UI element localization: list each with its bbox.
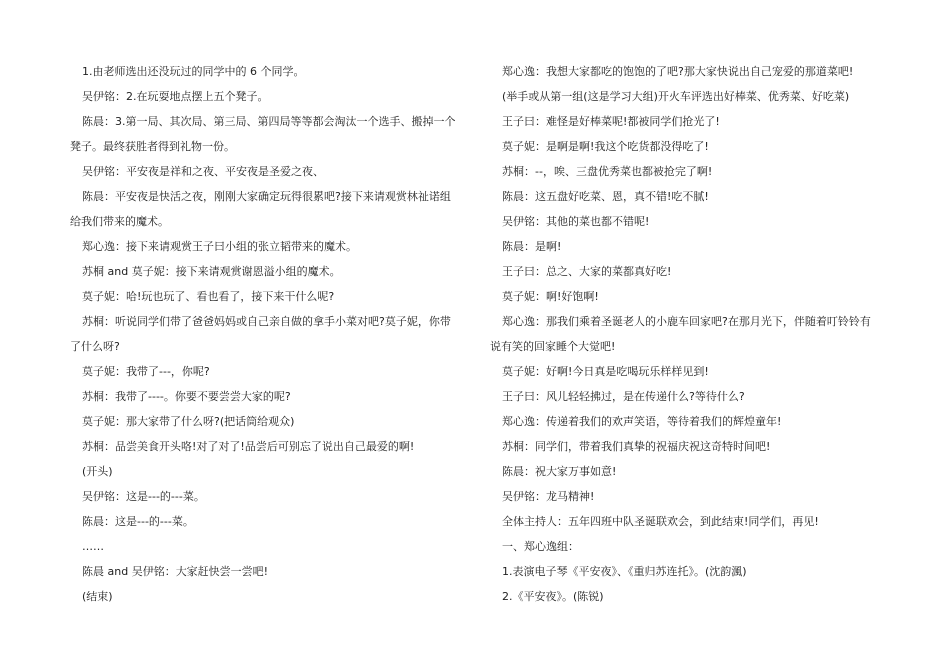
- text-line: 吴伊铭：2.在玩耍地点摆上五个凳子。: [82, 90, 269, 103]
- text-line: 全体主持人：五年四班中队圣诞联欢会，到此结束!同学们，再见!: [502, 515, 819, 528]
- text-line: 陈晨：平安夜是快活之夜，刚刚大家确定玩得很累吧?接下来请观赏林祉诺组: [82, 190, 451, 203]
- text-line: 陈晨：3.第一局、其次局、第三局、第四局等等都会淘汰一个选手、搬掉一个: [82, 115, 455, 128]
- text-line: 苏桐：品尝美食开头咯!对了对了!品尝后可别忘了说出自己最爱的啊!: [82, 440, 415, 453]
- text-line: 王子曰：风儿轻轻拂过，是在传递什么?等待什么?: [502, 390, 745, 403]
- text-line: 陈晨 and 吴伊铭：大家赶快尝一尝吧!: [82, 565, 269, 578]
- text-line: 了什么呀?: [70, 340, 120, 353]
- text-line: 郑心逸：我想大家都吃的饱饱的了吧?那大家快说出自己宠爱的那道菜吧!: [502, 65, 854, 78]
- text-line: 陈晨：是啊!: [502, 240, 562, 253]
- text-line: 吴伊铭：龙马精神!: [502, 490, 595, 503]
- text-line: 苏桐：--，唉、三盘优秀菜也都被抢完了啊!: [502, 165, 713, 178]
- text-line: 苏桐：我带了----。你要不要尝尝大家的呢?: [82, 390, 291, 403]
- text-line: (结束): [82, 590, 113, 603]
- text-line: 莫子妮：我带了---，你呢?: [82, 365, 210, 378]
- text-line: 说有笑的回家睡个大觉吧!: [490, 340, 616, 353]
- text-line: 吴伊铭：其他的菜也都不错呢!: [502, 215, 650, 228]
- text-line: 陈晨：这是---的---菜。: [82, 515, 194, 528]
- text-line: 苏桐：听说同学们带了爸爸妈妈或自己亲自做的拿手小菜对吧?莫子妮，你带: [82, 315, 451, 328]
- text-line: 王子曰：难怪是好棒菜呢!都被同学们抢光了!: [502, 115, 720, 128]
- text-line: (举手或从第一组(这是学习大组)开火车评选出好棒菜、优秀菜、好吃菜): [502, 90, 850, 103]
- text-line: 陈晨：这五盘好吃菜、恩，真不错!吃不腻!: [502, 190, 709, 203]
- text-line: ……: [82, 540, 104, 553]
- text-line: 苏桐：同学们，带着我们真挚的祝福庆祝这奇特时间吧!: [502, 440, 771, 453]
- text-line: 吴伊铭：平安夜是祥和之夜、平安夜是圣爱之夜、: [82, 165, 324, 178]
- text-line: 1.表演电子琴《平安夜》、《重归苏连托》。(沈韵渢): [502, 565, 747, 578]
- text-line: 郑心逸：传递着我们的欢声笑语，等待着我们的辉煌童年!: [502, 415, 782, 428]
- text-line: 吴伊铭：这是---的---菜。: [82, 490, 205, 503]
- text-line: 陈晨：祝大家万事如意!: [502, 465, 617, 478]
- text-line: (开头): [82, 465, 113, 478]
- right-column: [490, 59, 875, 609]
- text-line: 一、郑心逸组：: [502, 540, 579, 553]
- text-line: 莫子妮：好啊!今日真是吃喝玩乐样样见到!: [502, 365, 709, 378]
- text-line: 莫子妮：哈!玩也玩了、看也看了，接下来干什么呢?: [82, 290, 335, 303]
- text-line: 1.由老师选出还没玩过的同学中的 6 个同学。: [82, 65, 305, 78]
- text-line: 给我们带来的魔术。: [70, 215, 169, 228]
- text-line: 郑心逸：那我们乘着圣诞老人的小鹿车回家吧?在那月光下，伴随着叮铃铃有: [502, 315, 871, 328]
- left-column: [70, 59, 455, 609]
- text-line: 凳子。最终获胜者得到礼物一份。: [70, 140, 235, 153]
- text-line: 2.《平安夜》。(陈锐): [502, 590, 604, 603]
- text-line: 郑心逸：接下来请观赏王子曰小组的张立韬带来的魔术。: [82, 240, 357, 253]
- text-line: 王子曰：总之、大家的菜都真好吃!: [502, 265, 672, 278]
- text-line: 莫子妮：是啊是啊!我这个吃货都没得吃了!: [502, 140, 709, 153]
- text-line: 苏桐 and 莫子妮：接下来请观赏谢恩溢小组的魔术。: [82, 265, 341, 278]
- text-line: 莫子妮：啊!好饱啊!: [502, 290, 599, 303]
- text-line: 莫子妮：那大家带了什么呀?(把话筒给观众): [82, 415, 295, 428]
